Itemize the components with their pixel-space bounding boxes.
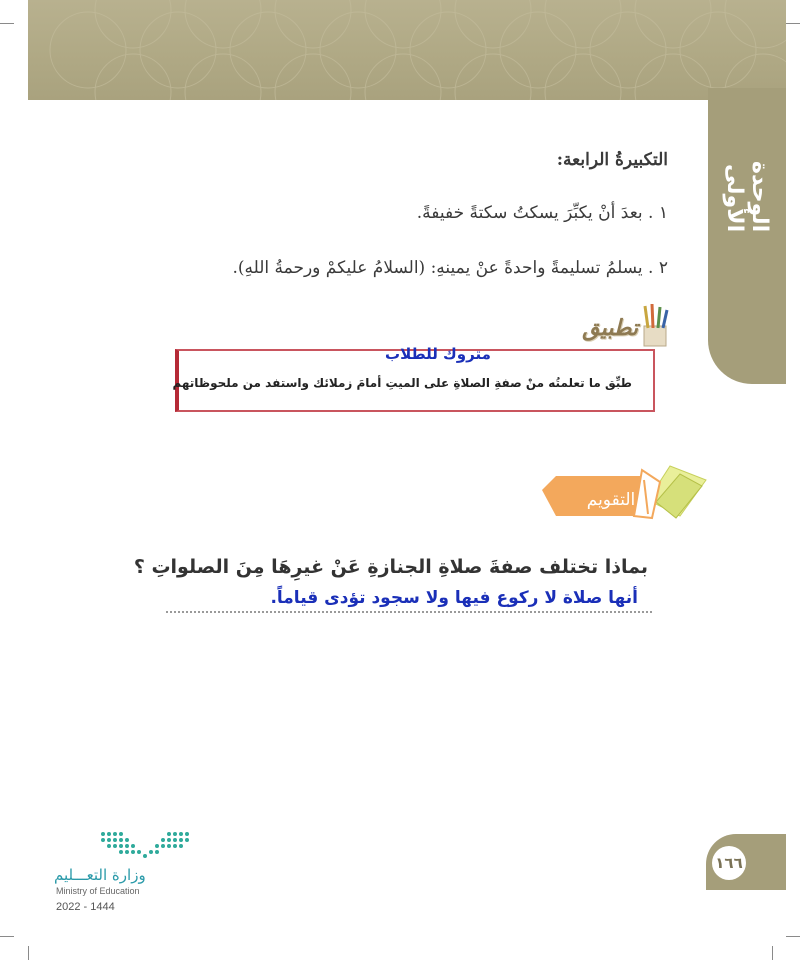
evaluation-answer: أنها صلاة لا ركوع فيها ولا سجود تؤدى قياماً. bbox=[270, 588, 638, 608]
application-note: متروك للطلاب bbox=[385, 345, 491, 363]
crop-mark bbox=[772, 946, 773, 960]
ministry-logo-icon bbox=[95, 828, 195, 860]
crop-mark bbox=[786, 936, 800, 937]
unit-label: الوحدة الأولى bbox=[722, 160, 772, 232]
edition-year: 2022 - 1444 bbox=[56, 901, 115, 913]
answer-dotted-line bbox=[166, 611, 652, 613]
banner-pattern bbox=[28, 0, 786, 100]
step-one: ١ . بعدَ أنْ يكبِّرَ يسكتُ سكتةً خفيفةً. bbox=[416, 203, 668, 223]
crop-mark bbox=[28, 946, 29, 960]
ministry-name-arabic: وزارة التعـــليم bbox=[54, 866, 146, 884]
crop-mark bbox=[0, 23, 14, 24]
evaluation-question: بماذا تختلف صفةَ صلاةِ الجنازةِ عَنْ غيرِهَا مِنَ الصلواتِ ؟ bbox=[133, 556, 648, 578]
pencils-icon bbox=[640, 304, 670, 348]
application-title: تطبيق bbox=[582, 316, 638, 341]
section-heading: التكبيرةُ الرابعة: bbox=[556, 150, 668, 170]
page-number: ١٦٦ bbox=[712, 846, 746, 880]
step-two: ٢ . يسلمُ تسليمةً واحدةً عنْ يمينهِ: (السلامُ عليكمْ ورحمةُ اللهِ). bbox=[232, 258, 668, 278]
application-instruction: طبِّق ما تعلمتُه منْ صفةِ الصلاةِ على الميتِ أمامَ زملائك واستفد من ملحوظاتهم bbox=[172, 376, 632, 390]
ministry-name-english: Ministry of Education bbox=[56, 886, 140, 896]
evaluation-title: التقويم bbox=[586, 490, 636, 510]
crop-mark bbox=[0, 936, 14, 937]
header-banner bbox=[28, 0, 786, 100]
crop-mark bbox=[786, 23, 800, 24]
